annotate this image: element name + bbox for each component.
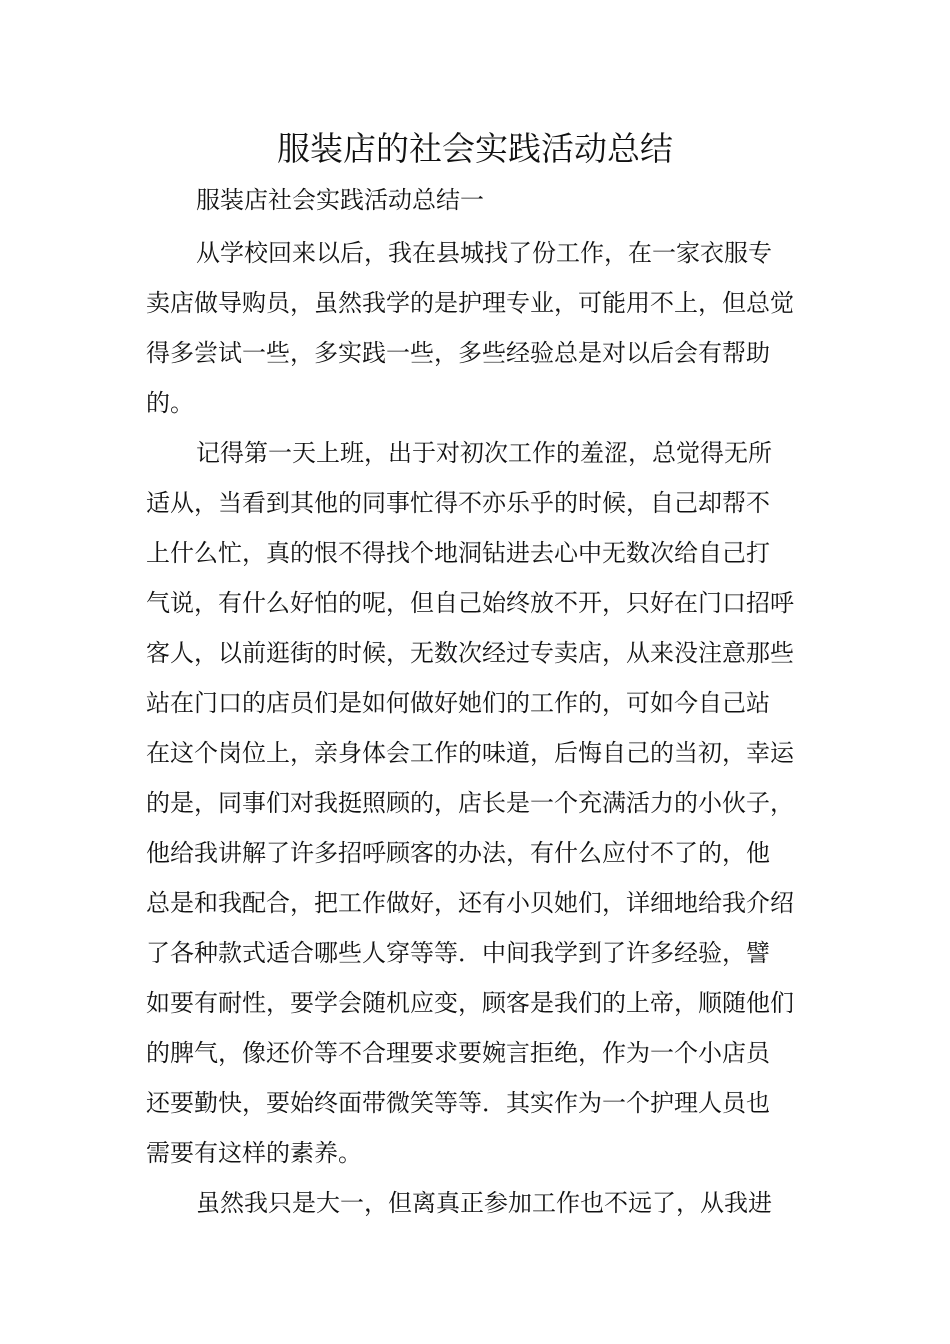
body-line: 上什么忙，真的恨不得找个地洞钻进去心中无数次给自己打 [146,539,770,567]
body-line: 客人，以前逛街的时候，无数次经过专卖店，从来没注意那些 [146,639,794,667]
body-line: 还要勤快，要始终面带微笑等等．其实作为一个护理人员也 [146,1089,770,1117]
body-line: 气说，有什么好怕的呢，但自己始终放不开，只好在门口招呼 [146,589,794,617]
body-line: 卖店做导购员，虽然我学的是护理专业，可能用不上，但总觉 [146,289,794,317]
body-line: 总是和我配合，把工作做好，还有小贝她们，详细地给我介绍 [146,889,794,917]
body-line: 在这个岗位上，亲身体会工作的味道，后悔自己的当初，幸运 [146,739,794,767]
body-line: 虽然我只是大一，但离真正参加工作也不远了，从我进 [196,1189,772,1217]
page-title: 服装店的社会实践活动总结 [277,129,673,168]
body-line: 站在门口的店员们是如何做好她们的工作的，可如今自己站 [146,689,770,717]
body-line: 了各种款式适合哪些人穿等等．中间我学到了许多经验，譬 [146,939,770,967]
body-line: 如要有耐性，要学会随机应变，顾客是我们的上帝，顺随他们 [146,989,794,1017]
section-subtitle: 服装店社会实践活动总结一 [196,186,484,214]
body-line: 需要有这样的素养。 [146,1139,362,1167]
body-line: 的。 [146,389,194,417]
body-line: 的脾气，像还价等不合理要求要婉言拒绝，作为一个小店员 [146,1039,770,1067]
body-line: 从学校回来以后，我在县城找了份工作，在一家衣服专 [196,239,772,267]
body-line: 他给我讲解了许多招呼顾客的办法，有什么应付不了的，他 [146,839,770,867]
body-line: 得多尝试一些，多实践一些，多些经验总是对以后会有帮助 [146,339,770,367]
body-line: 的是，同事们对我挺照顾的，店长是一个充满活力的小伙子， [146,789,794,817]
body-line: 适从，当看到其他的同事忙得不亦乐乎的时候，自己却帮不 [146,489,770,517]
body-line: 记得第一天上班，出于对初次工作的羞涩，总觉得无所 [196,439,772,467]
